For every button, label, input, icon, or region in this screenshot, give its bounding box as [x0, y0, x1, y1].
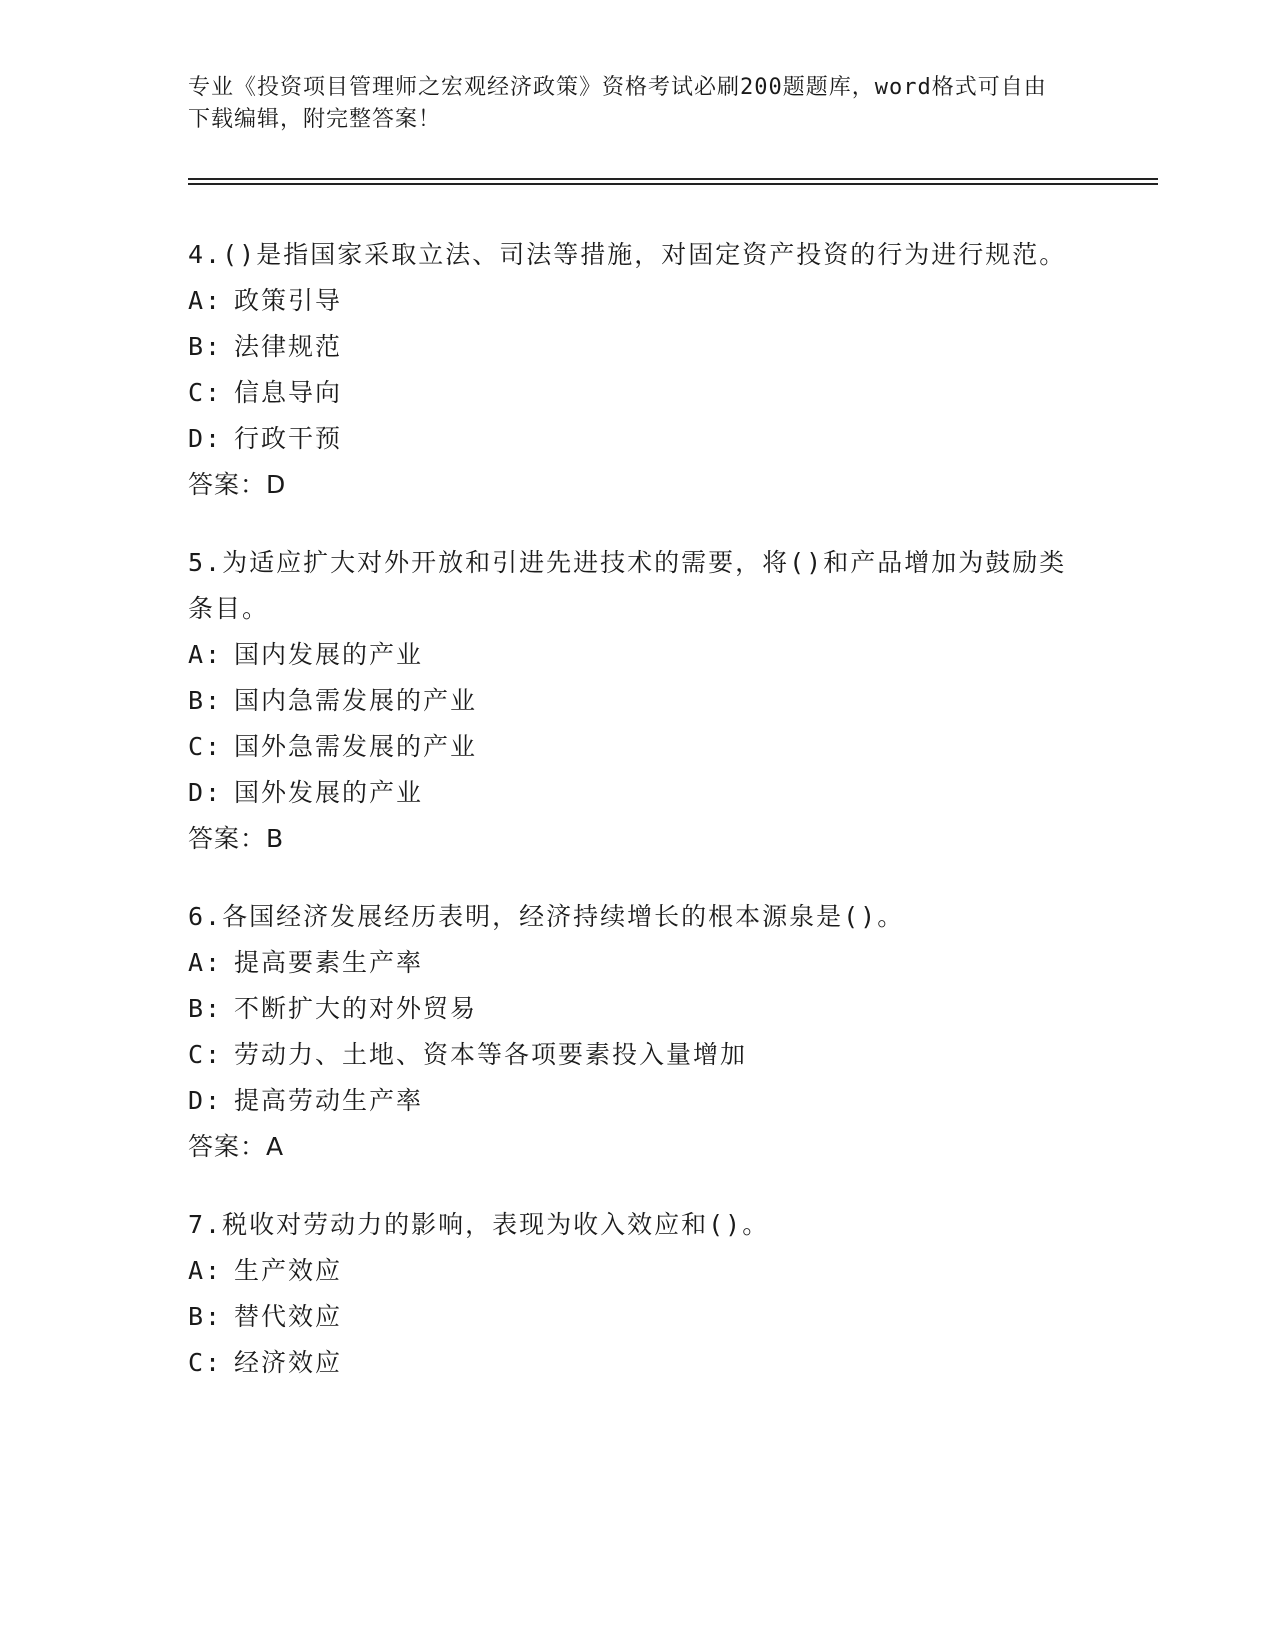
option-text: 行政干预 [234, 424, 343, 453]
option-c [188, 370, 1088, 416]
option-letter: B: [188, 686, 223, 715]
option-c [188, 1340, 1088, 1386]
answer-line: 答案：B [188, 824, 285, 853]
option-letter: C: [188, 1348, 223, 1377]
option-text: 国外发展的产业 [234, 778, 424, 807]
answer-line: 答案：A [188, 1132, 285, 1161]
question-stem: 7.税收对劳动力的影响，表现为收入效应和()。 [188, 1210, 770, 1239]
option-letter: A: [188, 1256, 223, 1285]
option-c [188, 724, 1088, 770]
option-d [188, 416, 1088, 462]
option-b [188, 678, 1088, 724]
option-b [188, 324, 1088, 370]
option-letter: D: [188, 424, 223, 453]
option-a [188, 632, 1088, 678]
option-text: 信息导向 [234, 378, 343, 407]
question-stem: 6.各国经济发展经历表明，经济持续增长的根本源泉是()。 [188, 902, 905, 931]
option-c [188, 1032, 1088, 1078]
header-divider-bottom [188, 183, 1158, 185]
document-header: 专业《投资项目管理师之宏观经济政策》资格考试必刷200题题库，word格式可自由下载编辑，附完整答案！ [188, 75, 1047, 132]
option-letter: D: [188, 1086, 223, 1115]
option-text: 替代效应 [234, 1302, 343, 1331]
question-4 [188, 232, 1088, 508]
option-text: 提高要素生产率 [234, 948, 424, 977]
option-d [188, 770, 1088, 816]
option-letter: B: [188, 1302, 223, 1331]
option-text: 生产效应 [234, 1256, 343, 1285]
option-letter: B: [188, 994, 223, 1023]
option-text: 不断扩大的对外贸易 [234, 994, 478, 1023]
question-7 [188, 1202, 1088, 1386]
option-letter: A: [188, 286, 223, 315]
option-text: 经济效应 [234, 1348, 343, 1377]
option-letter: A: [188, 640, 223, 669]
option-a [188, 278, 1088, 324]
option-letter: A: [188, 948, 223, 977]
option-letter: B: [188, 332, 223, 361]
option-a [188, 940, 1088, 986]
question-6 [188, 894, 1088, 1170]
question-5 [188, 540, 1088, 862]
option-text: 劳动力、土地、资本等各项要素投入量增加 [234, 1040, 748, 1069]
option-letter: C: [188, 1040, 223, 1069]
option-letter: D: [188, 778, 223, 807]
option-text: 政策引导 [234, 286, 343, 315]
question-stem: 4.()是指国家采取立法、司法等措施，对固定资产投资的行为进行规范。 [188, 240, 1067, 269]
option-text: 法律规范 [234, 332, 343, 361]
header-divider-top [188, 178, 1158, 180]
question-stem: 5.为适应扩大对外开放和引进先进技术的需要，将()和产品增加为鼓励类条目。 [188, 548, 1067, 623]
option-b [188, 986, 1088, 1032]
option-text: 国内发展的产业 [234, 640, 424, 669]
option-letter: C: [188, 378, 223, 407]
option-text: 国外急需发展的产业 [234, 732, 478, 761]
answer-line: 答案：D [188, 470, 287, 499]
option-a [188, 1248, 1088, 1294]
option-text: 提高劳动生产率 [234, 1086, 424, 1115]
option-d [188, 1078, 1088, 1124]
question-list [188, 232, 1088, 1418]
option-b [188, 1294, 1088, 1340]
option-text: 国内急需发展的产业 [234, 686, 478, 715]
option-letter: C: [188, 732, 223, 761]
